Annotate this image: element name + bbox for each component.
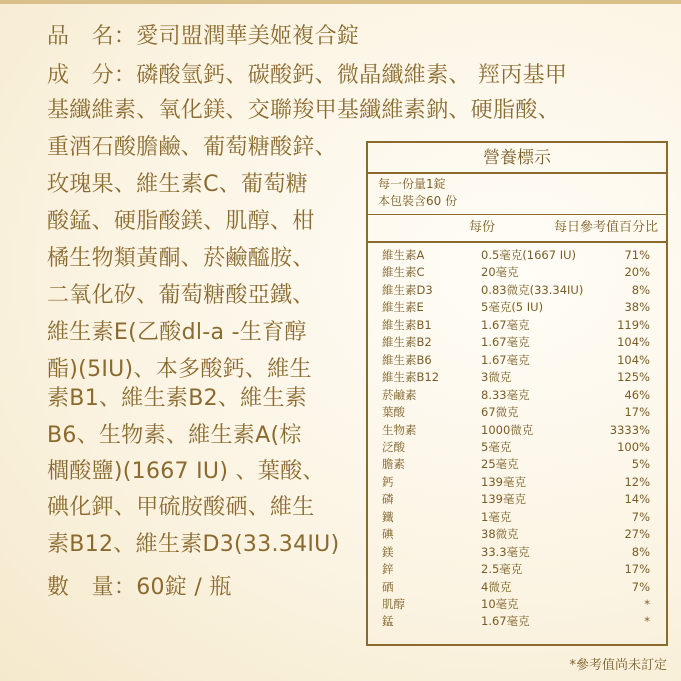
- nutrient-row: [368, 369, 666, 386]
- nutrient-amount: 1.67毫克: [481, 335, 530, 350]
- nutrient-daily-value: 104%: [617, 352, 650, 367]
- nutrient-row: [368, 596, 666, 613]
- nutrient-daily-value: 125%: [617, 370, 650, 385]
- ingredients-line-12: 櫚酸鹽)(1667 IU) 、葉酸、: [47, 459, 325, 484]
- quantity-line: [47, 573, 232, 603]
- nutrient-row: [368, 526, 666, 543]
- ingredients-line-6: 橘生物類黃酮、菸鹼醯胺、: [47, 246, 315, 271]
- nutrient-amount: 2.5毫克: [481, 562, 523, 577]
- nutrient-amount: 38微克: [481, 527, 519, 542]
- nutrient-amount: 8.33毫克: [481, 387, 530, 402]
- nutrient-name: 硒: [382, 579, 394, 594]
- nutrient-daily-value: 12%: [624, 474, 650, 489]
- nutrient-amount: 1000微克: [481, 422, 534, 437]
- column-header-per-serving: 每份: [469, 220, 496, 235]
- nutrient-daily-value: 71%: [624, 248, 650, 262]
- nutrient-row: [368, 613, 666, 630]
- nutrient-name: 葉酸: [382, 405, 405, 420]
- nutrient-name: 鎂: [382, 544, 394, 559]
- ingredients-line-2: 基纖維素、氧化鎂、交聯羧甲基纖維素鈉、硬脂酸、: [47, 98, 560, 123]
- nutrient-row: [368, 561, 666, 578]
- quantity-value: 60錠 / 瓶: [136, 575, 232, 600]
- nutrient-row: [368, 509, 666, 526]
- nutrient-amount: 0.83微克(33.34IU): [481, 282, 584, 297]
- nutrient-name: 維生素E: [382, 300, 424, 315]
- nutrient-daily-value: 46%: [624, 387, 650, 402]
- nutrient-daily-value: 5%: [631, 457, 650, 472]
- nutrient-amount: 139毫克: [481, 474, 526, 489]
- nutrient-daily-value: *: [644, 597, 650, 611]
- nutrition-title: 營養標示: [483, 148, 551, 168]
- nutrition-facts-panel: [366, 141, 668, 646]
- nutrient-daily-value: 104%: [617, 335, 650, 350]
- nutrient-daily-value: 7%: [631, 509, 650, 524]
- nutrient-daily-value: 20%: [624, 265, 650, 280]
- nutrient-name: 鋅: [382, 562, 394, 577]
- nutrient-daily-value: 38%: [624, 300, 650, 315]
- nutrient-daily-value: 14%: [624, 492, 650, 507]
- product-name-label: 品 名：: [47, 24, 137, 49]
- nutrient-amount: 1.67毫克: [481, 614, 530, 629]
- nutrient-amount: 1.67毫克: [481, 352, 530, 367]
- title-divider: [368, 172, 666, 174]
- serving-divider: [368, 214, 666, 215]
- nutrient-amount: 25毫克: [481, 457, 519, 472]
- product-name-line: [47, 22, 359, 52]
- nutrient-daily-value: 7%: [631, 579, 650, 594]
- ingredients-line-3: 重酒石酸膽鹼、葡萄糖酸鋅、: [47, 135, 337, 160]
- nutrient-row: [368, 439, 666, 456]
- ingredients-line-11: B6、生物素、維生素A(棕: [47, 423, 302, 448]
- ingredients-line-9: 酯)(5IU)、本多酸鈣、維生: [47, 357, 312, 382]
- ingredients-line-5: 酸錳、硬脂酸鎂、肌醇、柑: [47, 209, 315, 234]
- nutrient-name: 維生素B12: [382, 370, 440, 385]
- nutrient-amount: 10毫克: [481, 597, 519, 611]
- ingredients-line-8: 維生素E(乙酸dl-a -生育醇: [47, 320, 307, 345]
- quantity-label: 數 量：: [47, 575, 137, 600]
- nutrient-row: [368, 247, 666, 264]
- nutrient-name: 肌醇: [382, 597, 405, 611]
- nutrient-row: [368, 404, 666, 421]
- nutrient-row: [368, 282, 666, 299]
- nutrient-row: [368, 299, 666, 316]
- nutrient-row: [368, 352, 666, 369]
- nutrient-row: [368, 456, 666, 473]
- nutrient-name: 泛酸: [382, 439, 405, 454]
- nutrient-amount: 1.67毫克: [481, 317, 530, 332]
- nutrient-name: 維生素D3: [382, 282, 433, 297]
- footnote: *參考值尚未訂定: [569, 658, 667, 673]
- nutrient-daily-value: 8%: [631, 282, 650, 297]
- nutrient-name: 膽素: [382, 457, 405, 472]
- nutrient-name: 維生素B1: [382, 317, 432, 332]
- nutrient-daily-value: 17%: [624, 405, 650, 420]
- nutrient-amount: 1毫克: [481, 509, 512, 524]
- nutrient-daily-value: 3333%: [609, 422, 650, 437]
- nutrient-name: 鐵: [382, 509, 394, 524]
- nutrient-name: 維生素B2: [382, 335, 432, 350]
- nutrient-daily-value: *: [644, 614, 650, 629]
- nutrient-amount: 139毫克: [481, 492, 526, 507]
- nutrient-amount: 0.5毫克(1667 IU): [481, 248, 576, 262]
- nutrient-amount: 5毫克(5 IU): [481, 300, 544, 315]
- ingredients-line-4: 玫瑰果、維生素C、葡萄糖: [47, 172, 308, 197]
- nutrient-daily-value: 119%: [617, 317, 650, 332]
- nutrient-name: 菸鹼素: [382, 387, 417, 402]
- nutrient-amount: 20毫克: [481, 265, 519, 280]
- nutrient-amount: 33.3毫克: [481, 544, 530, 559]
- nutrient-name: 生物素: [382, 422, 417, 437]
- ingredients-line-14: 素B12、維生素D3(33.34IU): [47, 532, 340, 557]
- nutrient-name: 維生素A: [382, 248, 425, 262]
- nutrient-row: [368, 544, 666, 561]
- nutrient-row: [368, 491, 666, 508]
- header-divider: [368, 241, 666, 243]
- nutrient-daily-value: 8%: [631, 544, 650, 559]
- serving-size: 每一份量1錠: [378, 177, 446, 191]
- nutrient-row: [368, 422, 666, 439]
- nutrient-name: 鈣: [382, 474, 394, 489]
- column-header-daily-value: 每日參考值百分比: [553, 220, 658, 235]
- top-border-line: [0, 0, 681, 4]
- nutrient-amount: 3微克: [481, 370, 512, 385]
- nutrient-amount: 67微克: [481, 405, 519, 420]
- nutrient-row: [368, 474, 666, 491]
- ingredients-line-1: [47, 61, 567, 91]
- nutrient-daily-value: 17%: [624, 562, 650, 577]
- nutrient-name: 錳: [382, 614, 394, 629]
- nutrient-amount: 5毫克: [481, 439, 512, 454]
- nutrient-row: [368, 334, 666, 351]
- nutrient-daily-value: 27%: [624, 527, 650, 542]
- product-name-value: 愛司盟潤華美姬複合錠: [136, 24, 360, 49]
- servings-per-pack: 本包裝含60 份: [378, 194, 458, 208]
- nutrient-amount: 4微克: [481, 579, 512, 594]
- nutrient-name: 碘: [382, 527, 394, 542]
- ingredients-line-10: 素B1、維生素B2、維生素: [47, 386, 308, 411]
- nutrient-name: 維生素B6: [382, 352, 432, 367]
- ingredients-line-13: 碘化鉀、甲硫胺酸硒、維生: [47, 495, 315, 520]
- nutrient-row: [368, 317, 666, 334]
- nutrient-daily-value: 100%: [617, 439, 650, 454]
- ingredients-line-7: 二氧化矽、葡萄糖酸亞鐵、: [47, 283, 315, 308]
- nutrient-row: [368, 387, 666, 404]
- nutrient-row: [368, 264, 666, 281]
- nutrient-name: 磷: [382, 492, 394, 507]
- ingredients-text: 磷酸氫鈣、碳酸鈣、微晶纖維素、 羥丙基甲: [136, 63, 568, 88]
- nutrient-row: [368, 579, 666, 596]
- nutrient-name: 維生素C: [382, 265, 425, 280]
- ingredients-label: 成 分：: [47, 63, 137, 88]
